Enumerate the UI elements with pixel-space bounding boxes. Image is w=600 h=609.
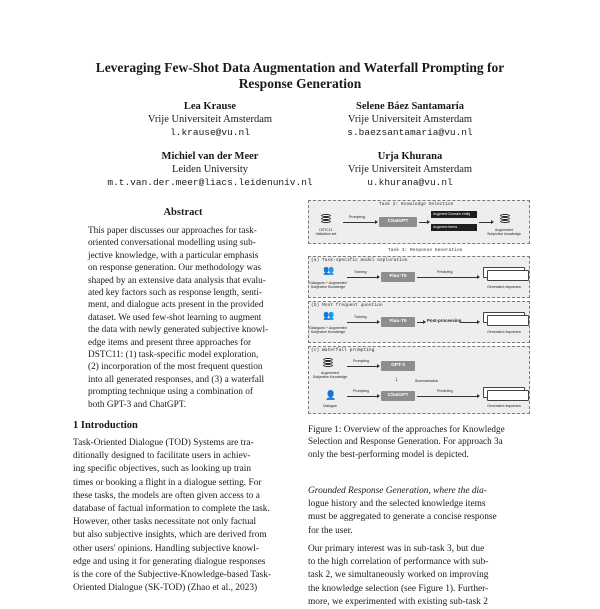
input-label: Augmented Subjective Knowledge xyxy=(312,371,348,380)
author-email[interactable]: u.khurana@vu.nl xyxy=(367,177,453,188)
prompting-label: Prompting xyxy=(349,215,365,219)
abstract-body xyxy=(88,225,278,411)
arrow xyxy=(347,396,379,397)
arrow xyxy=(479,222,493,223)
abstract-heading: Abstract xyxy=(163,207,203,218)
down-arrow-icon: ↓ xyxy=(395,376,399,383)
predicting-label: Predicting xyxy=(437,389,453,393)
abstract-line: ated key factors such as response length, senti- xyxy=(88,288,263,299)
generated-label: Generated responses xyxy=(487,285,521,289)
body-line: must be aggregated to generate a concise response xyxy=(308,512,497,523)
augment-items-block: Augment Items xyxy=(431,224,477,231)
predicting-label: Predicting xyxy=(437,270,453,274)
training-label: Training xyxy=(354,270,367,274)
dialogue-icon: 👥 xyxy=(323,310,335,320)
abstract-line: (2) incorporation of the most frequent question xyxy=(88,362,263,373)
author-email[interactable]: l.krause@vu.nl xyxy=(170,127,250,138)
body-line: but also subjective insights, which are derived from xyxy=(73,530,267,541)
chatgpt-box: ChatGPT xyxy=(381,391,415,401)
author-email[interactable]: m.t.van.der.meer@liacs.leidenuniv.nl xyxy=(107,177,313,188)
author-affiliation: Vrije Universiteit Amsterdam xyxy=(347,164,473,175)
figure-1 xyxy=(308,200,530,415)
author-affiliation: Vrije Universiteit Amsterdam xyxy=(347,114,473,125)
body-line: database of factual information to complete the task. xyxy=(73,504,270,515)
data-label: DSTC11 Validation set xyxy=(315,228,337,237)
summarisation-label: Summarisation xyxy=(415,379,439,383)
author-email[interactable]: s.baezsantamaria@vu.nl xyxy=(347,127,473,138)
panel-knowledge-selection xyxy=(308,200,530,244)
abstract-line: shaped by an extensive data analysis that evalu- xyxy=(88,275,266,286)
body-line: times or booking a flight in a dialogue setting. For xyxy=(73,477,262,488)
database-icon xyxy=(500,214,510,226)
title-line-1: Leveraging Few-Shot Data Augmentation and Waterfall Prompting for xyxy=(95,60,505,75)
abstract-line: the data with newly generated subjective knowl- xyxy=(88,325,269,336)
abstract-line: This paper discusses our approaches for task- xyxy=(88,226,257,236)
arrow xyxy=(347,366,379,367)
arrow xyxy=(419,222,429,223)
body-line: other users' opinions. Handling subjective knowl- xyxy=(73,543,260,554)
author-name: Lea Krause xyxy=(183,101,237,112)
body-line: for the user. xyxy=(308,525,353,536)
body-line: ditionally designed to facilitate users in achiev- xyxy=(73,451,251,462)
body-line: the knowledge selection (see Figure 1). Further- xyxy=(308,583,489,594)
body-line: more, we experimented with existing sub-task 2 xyxy=(308,596,488,607)
right-paragraph-2 xyxy=(308,543,530,609)
panel-approach-b xyxy=(308,301,530,343)
abstract-line: oriented conversational modelling using sub- xyxy=(88,238,256,249)
abstract-line: edge items and present three approaches for xyxy=(88,337,252,348)
dialogue-label: Dialogue xyxy=(323,404,337,408)
caption-line: Selection and Response Generation. For approach 3a xyxy=(308,436,503,447)
training-label: Training xyxy=(354,315,367,319)
arrow xyxy=(417,322,425,323)
abstract-line: ment, and dialogue acts present in the provided xyxy=(88,300,264,311)
abstract-line: both GPT-3 and ChatGPT. xyxy=(88,399,187,410)
dialogue-icon: 👥 xyxy=(323,265,335,275)
abstract-line: DSTC11: (1) task-specific model exploration, xyxy=(88,350,259,361)
body-line: is the core of the Subjective-Knowledge-based Task- xyxy=(73,570,272,581)
database-icon xyxy=(321,214,331,226)
body-line: Our primary interest was in sub-task 3, but due xyxy=(308,544,485,554)
body-line: Oriented Dialogue (SK-TOD) (Zhao et al., 2023) xyxy=(73,583,258,594)
author-block-2 xyxy=(300,100,520,139)
body-line: logue history and the selected knowledge items xyxy=(308,499,486,510)
output-label: Augmented Subjective knowledge xyxy=(487,228,521,237)
figure-caption xyxy=(308,423,530,460)
abstract-line: into all generated responses, and (3) a waterfall xyxy=(88,374,265,385)
body-line: task 2, we simultaneously worked on improving xyxy=(308,570,489,581)
arrow xyxy=(417,396,479,397)
title-line-2: Response Generation xyxy=(238,76,362,91)
gpt3-box: GPT-3 xyxy=(381,361,415,371)
right-paragraph-1 xyxy=(308,485,530,538)
prompting-label: Prompting xyxy=(353,359,369,363)
author-name: Michiel van der Meer xyxy=(161,151,259,162)
author-name: Selene Báez Santamaría xyxy=(356,101,464,112)
arrow xyxy=(461,322,479,323)
flan-t5-box: Flan-T5 xyxy=(381,272,415,282)
panel-approach-c xyxy=(308,346,530,414)
caption-line: Figure 1: Overview of the approaches for Knowledge xyxy=(308,424,505,434)
body-line: to the high correlation of performance with sub- xyxy=(308,557,489,568)
introduction-body xyxy=(73,437,294,595)
author-affiliation: Leiden University xyxy=(171,164,249,175)
author-name: Urja Khurana xyxy=(377,151,443,162)
panel-approach-a xyxy=(308,256,530,298)
flan-t5-box: Flan-T5 xyxy=(381,317,415,327)
arrow xyxy=(347,322,379,323)
abstract-line: jective knowledge, with a particular emphasis xyxy=(88,250,259,261)
arrow xyxy=(417,277,479,278)
postprocessing-label: Post-processing xyxy=(427,318,462,323)
caption-line: only the best-performing model is depicted. xyxy=(308,448,469,459)
generated-label: Generated responses xyxy=(487,404,521,408)
body-line: ing specific objectives, such as looking up train xyxy=(73,464,252,475)
augment-domain-block: Augment Domain entity xyxy=(431,211,477,218)
author-affiliation: Vrije Universiteit Amsterdam xyxy=(147,114,273,125)
panel-title: Task 3: Response Generation xyxy=(388,248,463,253)
panel-title: Task 2: Knowledge Selection xyxy=(379,202,454,207)
response-bubble xyxy=(487,315,529,326)
author-block-1 xyxy=(100,100,320,139)
abstract-line: dataset. We used few-shot learning to augment xyxy=(88,312,262,323)
response-bubble xyxy=(487,390,529,401)
subpanel-title: (c) Waterfall prompting xyxy=(311,348,375,353)
body-line: edge and using it for generating dialogue responses xyxy=(73,556,266,567)
abstract-line: prompting technique using a combination of xyxy=(88,387,253,398)
abstract-line: on response generation. Our methodology was xyxy=(88,263,261,274)
body-line: However, other tasks necessitate not only factual xyxy=(73,517,257,528)
database-icon xyxy=(323,358,333,370)
response-bubble xyxy=(487,270,529,281)
arrow xyxy=(343,222,377,223)
input-label: Dialogues + Augmented Subjective Knowledge xyxy=(309,281,347,290)
input-label: Dialogues + Augmented Subjective Knowledge xyxy=(309,326,347,335)
chatgpt-box: ChatGPT xyxy=(379,217,417,227)
arrow xyxy=(347,277,379,278)
subpanel-title: (b) Most frequent question xyxy=(311,303,383,308)
generated-label: Generated responses xyxy=(487,330,521,334)
prompting-label: Prompting xyxy=(353,389,369,393)
body-line: these tasks, the models are often given access to a xyxy=(73,490,260,501)
body-line: Grounded Response Generation, where the dia- xyxy=(308,486,487,496)
author-block-4 xyxy=(300,150,520,189)
subpanel-title: (a) Task-specific model exploration xyxy=(311,258,408,263)
paper-title xyxy=(40,60,560,92)
dialogue-icon: 👤 xyxy=(325,390,337,400)
body-line: Task-Oriented Dialogue (TOD) Systems are tra- xyxy=(73,438,254,448)
section-heading-introduction: 1 Introduction xyxy=(73,420,138,431)
